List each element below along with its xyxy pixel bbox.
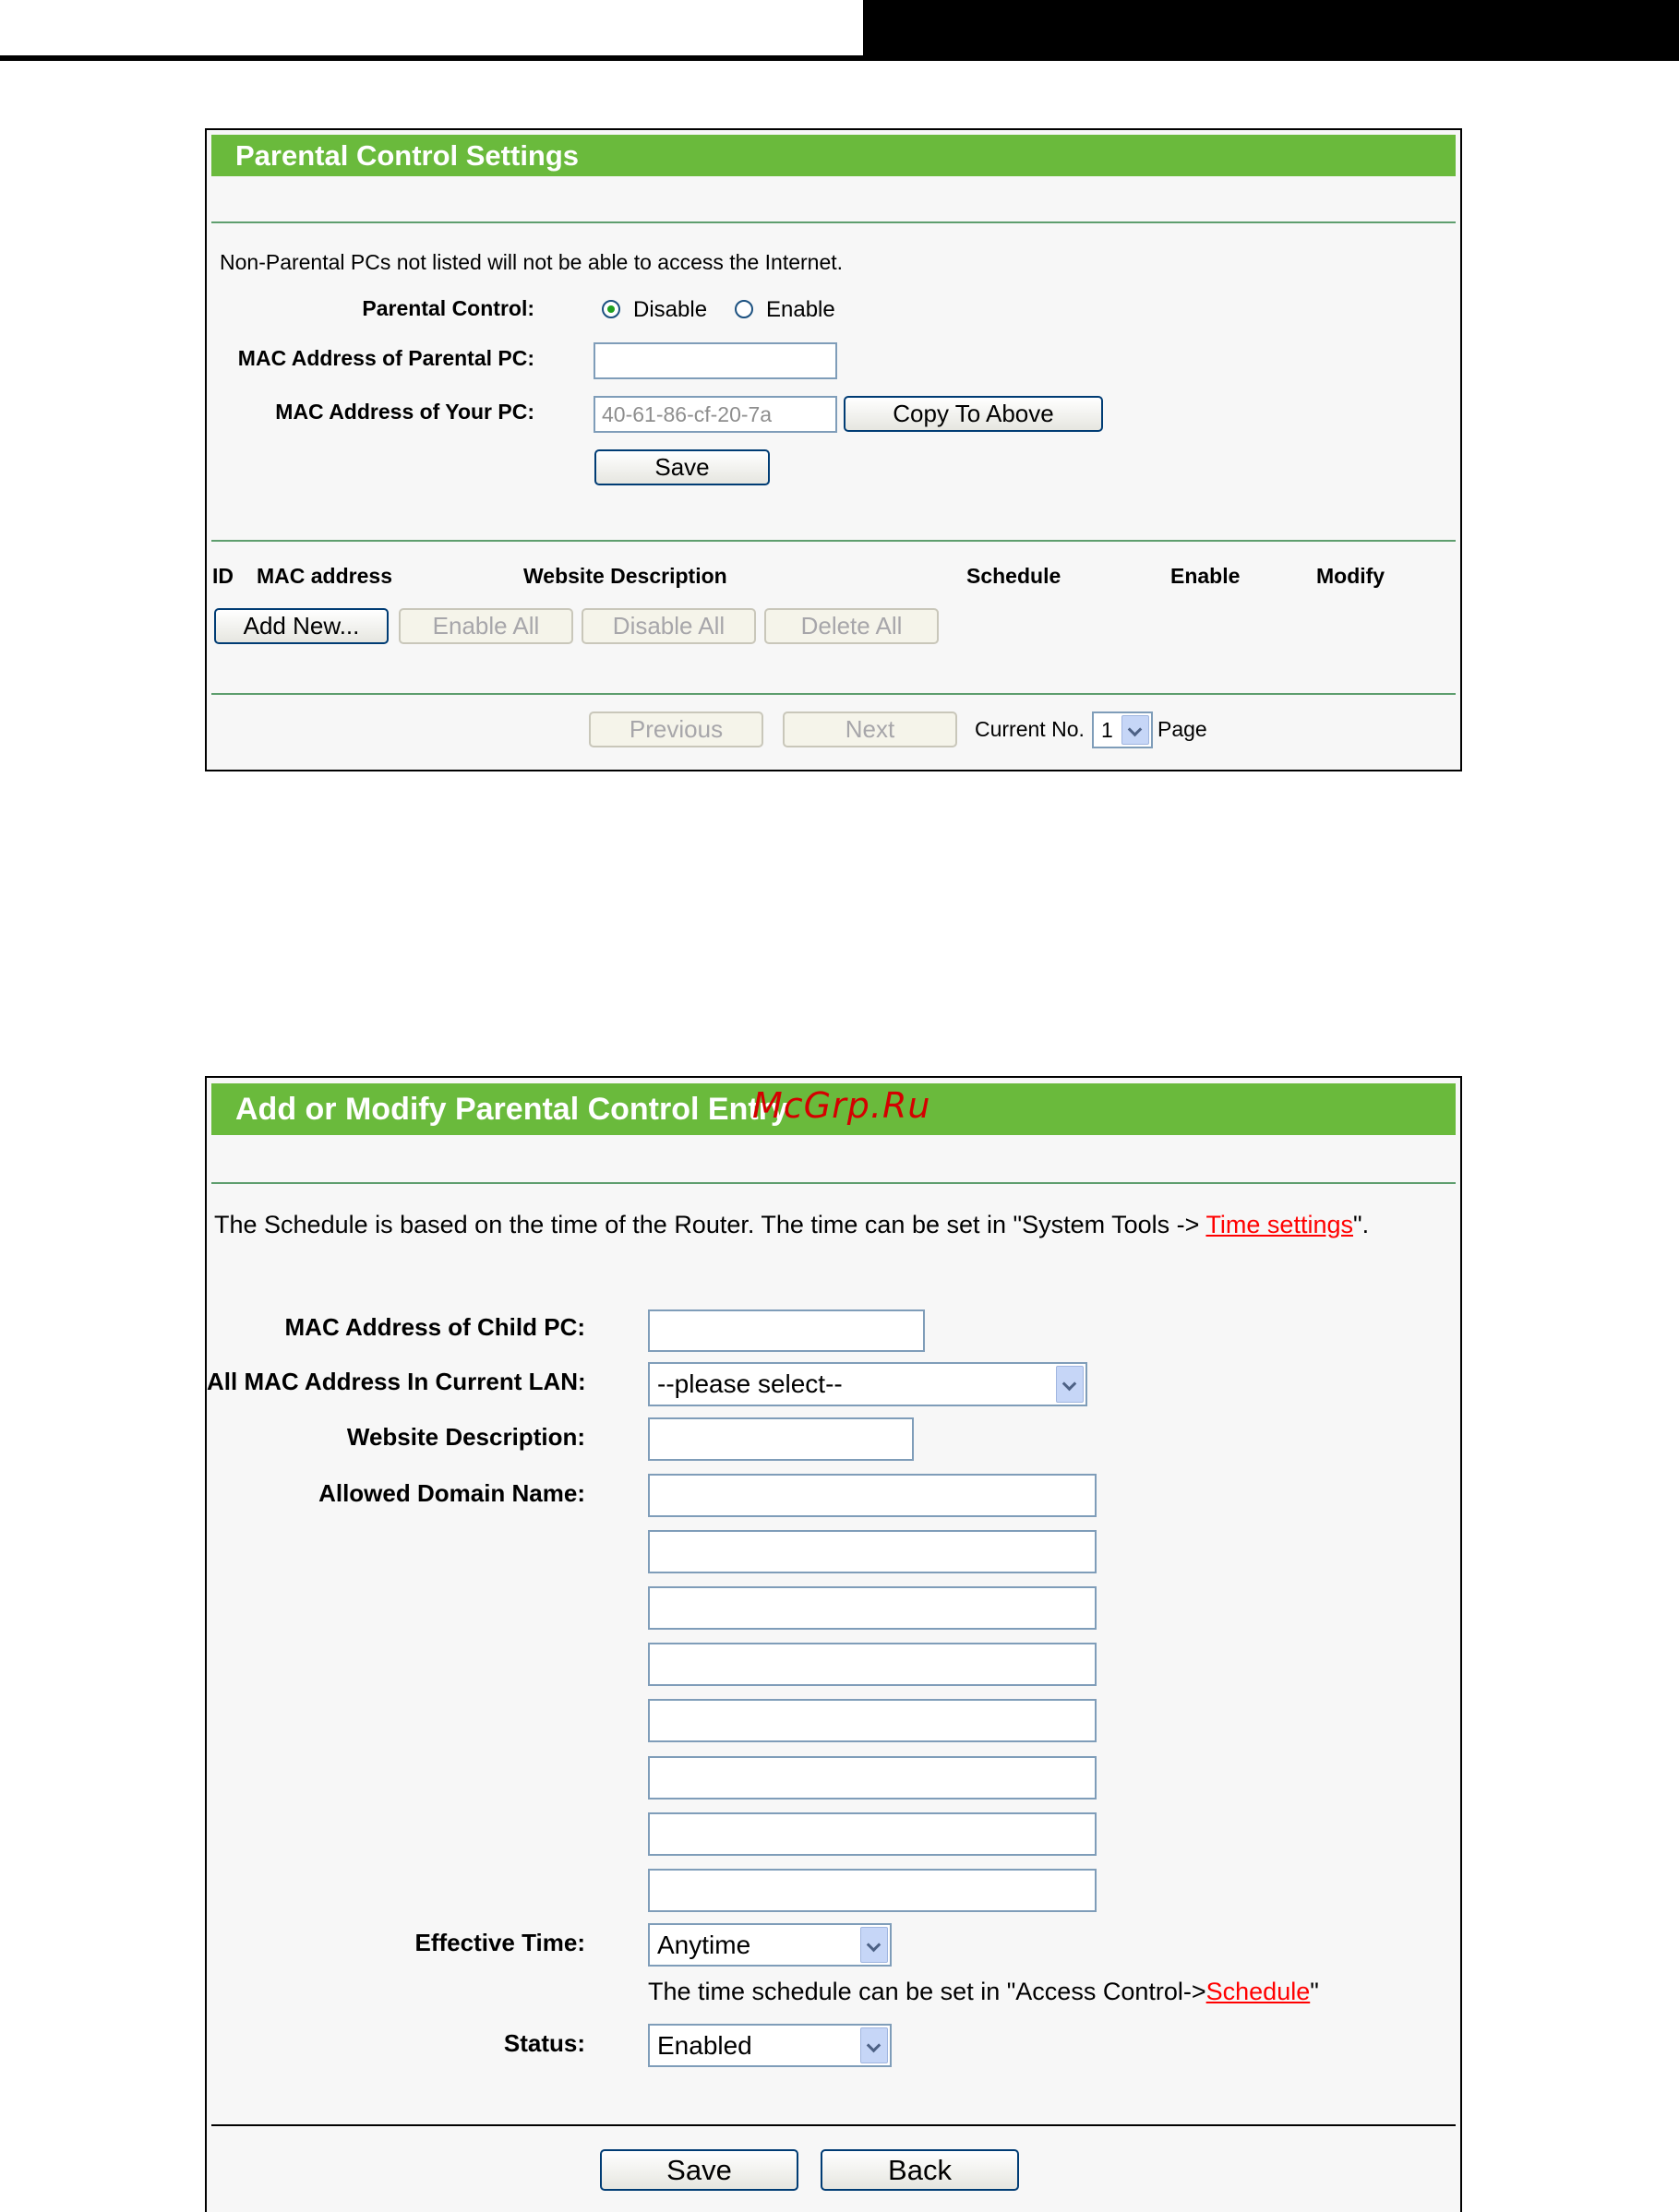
domain-name-input-8[interactable] <box>648 1869 1097 1912</box>
time-note-end: " <box>1310 1978 1319 2005</box>
next-button[interactable]: Next <box>783 711 957 747</box>
watermark-text: McGrp.Ru <box>752 1085 931 1126</box>
disable-radio-label: Disable <box>633 297 708 322</box>
delete-all-button[interactable]: Delete All <box>764 608 939 644</box>
panel-title: Add or Modify Parental Control Entry <box>211 1083 1456 1135</box>
effective-time-select[interactable] <box>648 1923 892 1967</box>
all-mac-select[interactable] <box>648 1362 1087 1406</box>
panel-title: Parental Control Settings <box>211 135 1456 176</box>
status-value: Enabled <box>657 2031 752 2060</box>
schedule-link[interactable]: Schedule <box>1205 1978 1311 2005</box>
add-new-button[interactable]: Add New... <box>214 608 389 644</box>
effective-time-label: Effective Time: <box>414 1929 585 1956</box>
page-header-block <box>863 0 1679 59</box>
all-mac-select-value: --please select-- <box>657 1369 843 1398</box>
domain-name-input-4[interactable] <box>648 1643 1097 1686</box>
table-header-schedule: Schedule <box>966 564 1061 588</box>
table-header-enable: Enable <box>1170 564 1241 588</box>
radio-selected-dot <box>607 305 615 313</box>
enable-radio-label: Enable <box>766 297 835 322</box>
status-label: Status: <box>503 2029 585 2057</box>
mac-your-pc-input[interactable] <box>594 396 837 433</box>
table-header-mac: MAC address <box>257 564 392 588</box>
current-no-label: Current No. <box>975 717 1085 741</box>
divider <box>211 693 1456 695</box>
mac-your-pc-label: MAC Address of Your PC: <box>275 400 534 424</box>
domain-name-input-6[interactable] <box>648 1756 1097 1799</box>
page-select[interactable] <box>1092 711 1153 748</box>
mac-parental-label: MAC Address of Parental PC: <box>237 346 534 370</box>
effective-time-value: Anytime <box>657 1931 751 1959</box>
divider <box>211 2124 1456 2126</box>
chevron-down-icon <box>1121 715 1149 745</box>
chevron-down-icon <box>860 1927 888 1963</box>
domain-name-input-5[interactable] <box>648 1699 1097 1742</box>
divider <box>211 1182 1456 1184</box>
save-button[interactable]: Save <box>594 449 770 485</box>
table-header-id: ID <box>212 564 234 588</box>
parental-control-settings-panel <box>205 128 1462 771</box>
domain-name-input-1[interactable] <box>648 1474 1097 1517</box>
chevron-down-icon <box>1056 1366 1084 1403</box>
notice-text: Non-Parental PCs not listed will not be able to access the Internet. <box>220 250 844 274</box>
disable-radio[interactable] <box>602 300 620 318</box>
domain-name-input-2[interactable] <box>648 1530 1097 1573</box>
schedule-note <box>214 1211 1369 1239</box>
time-note-text: The time schedule can be set in "Access Control-> <box>648 1978 1206 2005</box>
save-button[interactable]: Save <box>600 2149 798 2191</box>
schedule-note-text: The Schedule is based on the time of the Router. The time can be set in "System Tools -> <box>214 1211 1206 1238</box>
time-settings-link[interactable]: Time settings <box>1205 1211 1353 1238</box>
time-schedule-note <box>648 1978 1319 2006</box>
page-label: Page <box>1157 717 1207 741</box>
table-header-website: Website Description <box>523 564 727 588</box>
all-mac-label: All MAC Address In Current LAN: <box>207 1368 586 1395</box>
divider <box>211 540 1456 542</box>
mac-child-label: MAC Address of Child PC: <box>284 1313 585 1341</box>
domain-name-input-7[interactable] <box>648 1812 1097 1856</box>
mac-child-input[interactable] <box>648 1309 925 1352</box>
add-modify-entry-panel <box>205 1076 1462 2212</box>
schedule-note-end: ". <box>1353 1211 1370 1238</box>
previous-button[interactable]: Previous <box>589 711 763 747</box>
website-description-input[interactable] <box>648 1417 914 1461</box>
mac-your-pc-value: 40-61-86-cf-20-7a <box>602 402 773 426</box>
copy-to-above-button[interactable]: Copy To Above <box>844 396 1103 432</box>
divider <box>211 221 1456 223</box>
status-select[interactable] <box>648 2024 892 2067</box>
enable-all-button[interactable]: Enable All <box>399 608 573 644</box>
parental-control-label: Parental Control: <box>362 296 534 320</box>
domain-name-input-3[interactable] <box>648 1586 1097 1630</box>
mac-parental-input[interactable] <box>594 342 837 379</box>
enable-radio[interactable] <box>735 300 753 318</box>
allowed-domain-label: Allowed Domain Name: <box>318 1479 585 1507</box>
back-button[interactable]: Back <box>821 2149 1019 2191</box>
disable-all-button[interactable]: Disable All <box>582 608 756 644</box>
page-select-value: 1 <box>1101 718 1113 742</box>
table-header-modify: Modify <box>1316 564 1385 588</box>
website-description-label: Website Description: <box>346 1423 585 1451</box>
chevron-down-icon <box>860 2027 888 2063</box>
